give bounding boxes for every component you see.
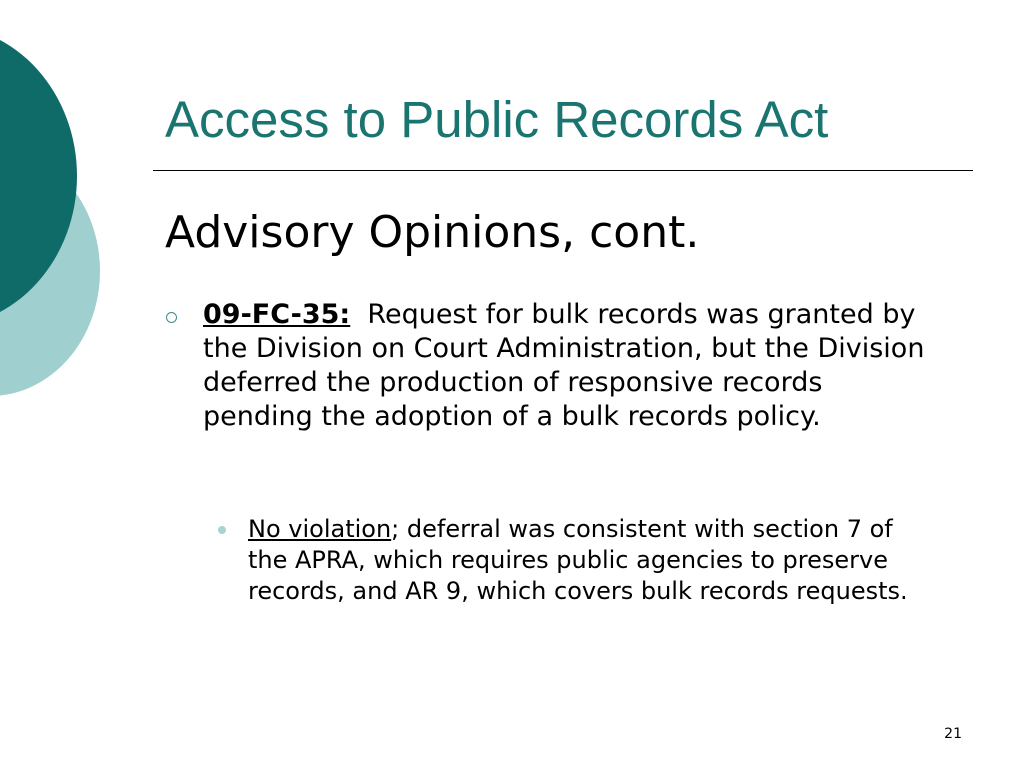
slide-subtitle: Advisory Opinions, cont.: [165, 207, 700, 258]
opinion-number: 09-FC-35:: [203, 299, 351, 330]
slide-title: Access to Public Records Act: [165, 91, 829, 148]
bullet-text: [203, 298, 936, 434]
filled-dot-bullet-icon: [218, 526, 226, 534]
opinion-summary: Request for bulk records was granted by the Division on Court Administration, but the Division deferred the production of responsive records pending the adoption of a bulk records policy.: [203, 299, 925, 432]
hollow-circle-bullet-icon: [166, 312, 177, 323]
finding-detail: ; deferral was consistent with section 7 of the APRA, which requires public agencies to preserve records, and AR 9, which covers bulk records requests.: [248, 515, 908, 605]
sub-bullet-item: [218, 514, 938, 607]
title-divider: [153, 170, 973, 171]
bullet-item: [166, 298, 936, 434]
slide-number: 21: [944, 726, 962, 742]
sub-bullet-text: [248, 514, 938, 607]
finding-label: No violation: [248, 515, 392, 543]
